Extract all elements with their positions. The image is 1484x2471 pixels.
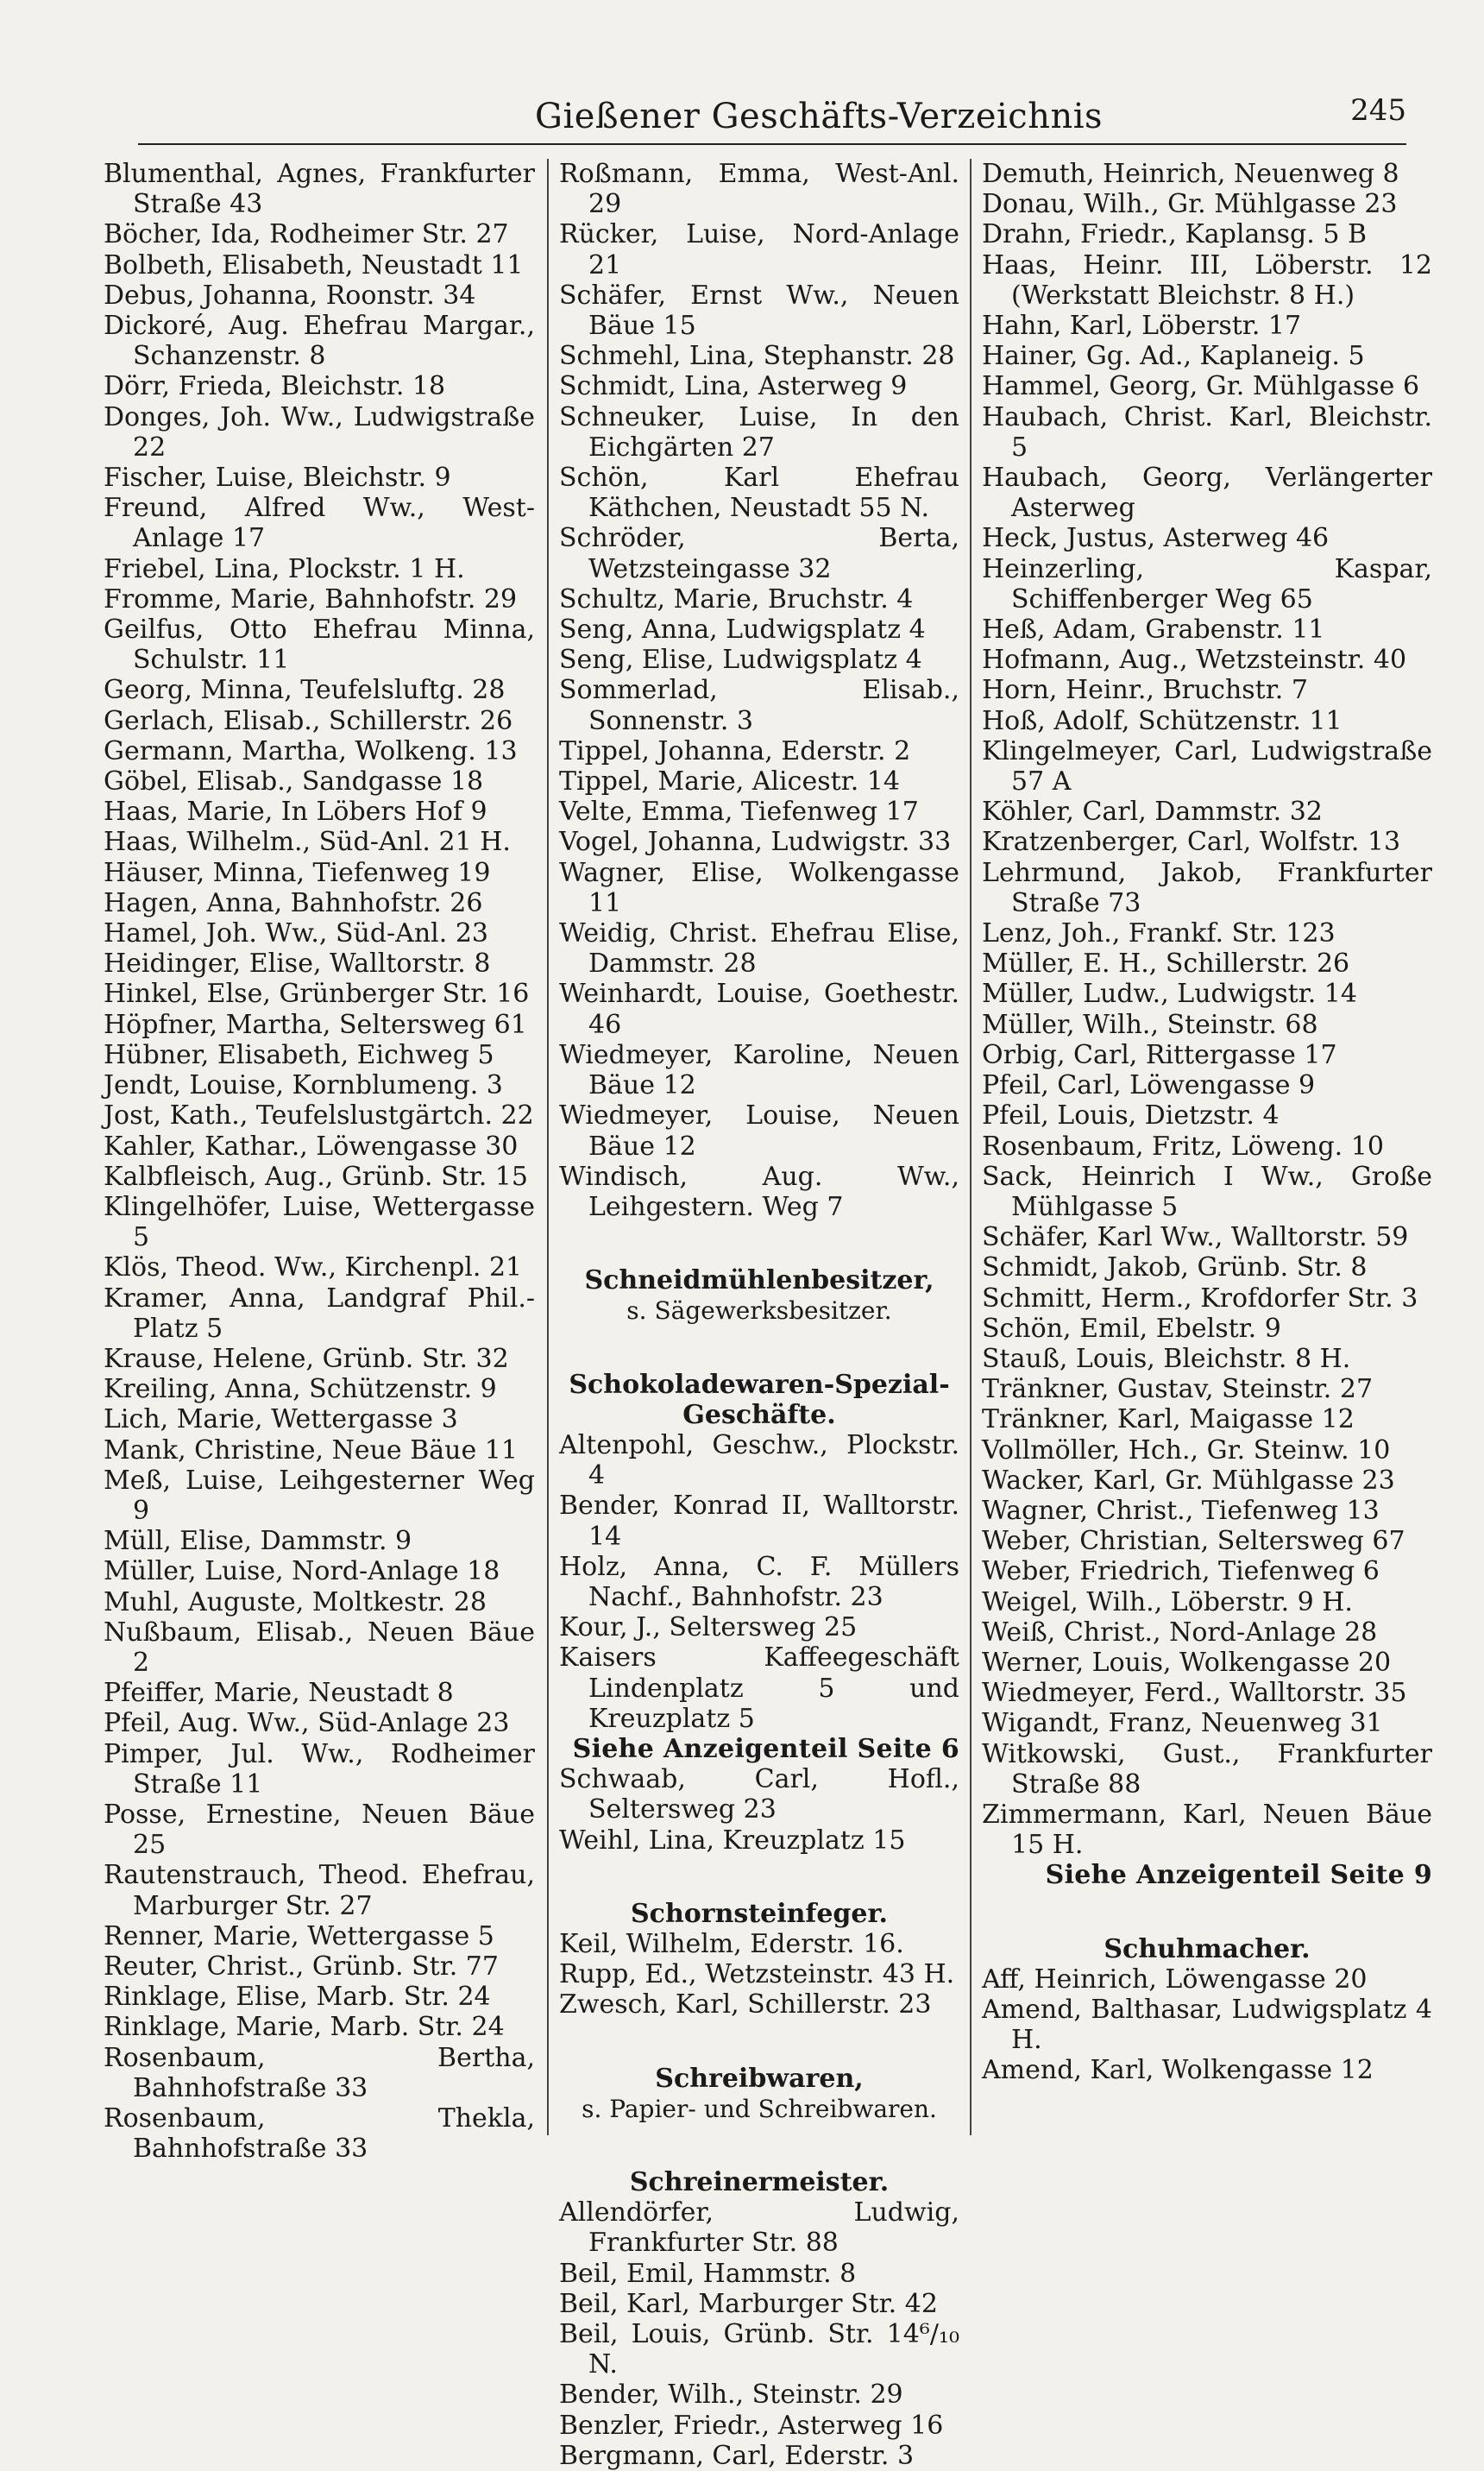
directory-entry: Keil, Wilhelm, Ederstr. 16.	[559, 1928, 904, 1959]
directory-entry: Wiedmeyer, Karoline, Neuen Bäue 12	[559, 1039, 959, 1101]
directory-entry: Beil, Louis, Grünb. Str. 14⁶/₁₀ N.	[559, 2319, 959, 2380]
directory-entry: Kramer, Anna, Landgraf Phil.-Platz 5	[104, 1283, 535, 1344]
directory-entry: Müller, Ludw., Ludwigstr. 14	[982, 979, 1357, 1010]
directory-entry: Schwaab, Carl, Hofl., Seltersweg 23	[559, 1764, 959, 1825]
directory-entry: Klingelmeyer, Carl, Ludwigstraße 57 A	[982, 735, 1432, 797]
directory-entry: Debus, Johanna, Roonstr. 34	[104, 280, 476, 311]
directory-entry: Fromme, Marie, Bahnhofstr. 29	[104, 583, 518, 615]
directory-entry: Vogel, Johanna, Ludwigstr. 33	[559, 827, 952, 858]
directory-entry: Geilfus, Otto Ehefrau Minna, Schulstr. 11	[104, 615, 535, 676]
directory-entry: Weinhardt, Louise, Goethestr. 46	[559, 979, 959, 1040]
section-heading: Schornsteinfeger.	[631, 1898, 888, 1929]
directory-entry: Hainer, Gg. Ad., Kaplaneig. 5	[982, 341, 1365, 372]
directory-entry: Bender, Konrad II, Walltorstr. 14	[559, 1491, 959, 1552]
directory-entry: Drahn, Friedr., Kaplansg. 5 B	[982, 219, 1368, 250]
directory-entry: Schmitt, Herm., Krofdorfer Str. 3	[982, 1283, 1418, 1314]
directory-entry: Heinzerling, Kaspar, Schiffenberger Weg 65	[982, 553, 1432, 615]
directory-column-2	[559, 159, 959, 2471]
directory-entry: Rautenstrauch, Theod. Ehefrau, Marburger Str. 27	[104, 1860, 535, 1921]
directory-entry: Hoß, Adolf, Schützenstr. 11	[982, 705, 1343, 736]
directory-entry: Pfeil, Aug. Ww., Süd-Anlage 23	[104, 1708, 510, 1739]
directory-entry: Heß, Adam, Grabenstr. 11	[982, 615, 1325, 646]
section-spacer	[559, 2034, 959, 2050]
directory-entry: Pimper, Jul. Ww., Rodheimer Straße 11	[104, 1738, 535, 1800]
cross-reference: s. Papier- und Schreibwaren.	[582, 2094, 937, 2123]
directory-entry: Tränkner, Karl, Maigasse 12	[982, 1404, 1355, 1435]
directory-entry: Rinklage, Marie, Marb. Str. 24	[104, 2012, 505, 2043]
section-spacer	[559, 1869, 959, 1885]
directory-entry: Sommerlad, Elisab., Sonnenstr. 3	[559, 675, 959, 736]
directory-entry: Haas, Marie, In Löbers Hof 9	[104, 797, 487, 828]
page-header	[138, 93, 1406, 145]
directory-entry: Blumenthal, Agnes, Frankfurter Straße 43	[104, 159, 535, 220]
directory-entry: Kratzenberger, Carl, Wolfstr. 13	[982, 827, 1401, 858]
directory-entry: Muhl, Auguste, Moltkestr. 28	[104, 1586, 487, 1617]
directory-entry: Windisch, Aug. Ww., Leihgestern. Weg 7	[559, 1161, 959, 1222]
directory-entry: Müller, Wilh., Steinstr. 68	[982, 1009, 1318, 1040]
directory-entry: Häuser, Minna, Tiefenweg 19	[104, 857, 491, 888]
directory-entry: Klös, Theod. Ww., Kirchenpl. 21	[104, 1252, 523, 1283]
directory-entry: Wagner, Elise, Wolkengasse 11	[559, 857, 959, 918]
directory-entry: Heck, Justus, Asterweg 46	[982, 523, 1330, 554]
section-spacer	[559, 2138, 959, 2153]
directory-entry: Meß, Luise, Leihgesterner Weg 9	[104, 1465, 535, 1526]
directory-entry: Schröder, Berta, Wetzsteingasse 32	[559, 523, 959, 584]
directory-entry: Witkowski, Gust., Frankfurter Straße 88	[982, 1738, 1432, 1800]
directory-entry: Friebel, Lina, Plockstr. 1 H.	[104, 553, 465, 584]
directory-entry: Böcher, Ida, Rodheimer Str. 27	[104, 219, 509, 250]
directory-entry: Renner, Marie, Wettergasse 5	[104, 1920, 494, 1951]
directory-entry: Schmidt, Jakob, Grünb. Str. 8	[982, 1252, 1368, 1283]
directory-entry: Dörr, Frieda, Bleichstr. 18	[104, 371, 446, 402]
directory-entry: Kaisers Kaffeegeschäft Lindenplatz 5 und Kreuzplatz 5	[559, 1642, 959, 1734]
directory-entry: Haas, Wilhelm., Süd-Anl. 21 H.	[104, 827, 511, 858]
directory-entry: Bender, Wilh., Steinstr. 29	[559, 2380, 903, 2411]
directory-entry: Sack, Heinrich I Ww., Große Mühlgasse 5	[982, 1161, 1432, 1222]
directory-entry: Vollmöller, Hch., Gr. Steinw. 10	[982, 1434, 1391, 1466]
advertisement-reference: Siehe Anzeigenteil Seite 6	[572, 1733, 959, 1764]
directory-entry: Weihl, Lina, Kreuzplatz 15	[559, 1825, 906, 1856]
directory-entry: Jendt, Louise, Kornblumeng. 3	[104, 1070, 503, 1101]
section-spacer	[982, 1905, 1432, 1920]
directory-entry: Rosenbaum, Bertha, Bahnhofstraße 33	[104, 2042, 535, 2103]
directory-entry: Pfeiffer, Marie, Neustadt 8	[104, 1678, 454, 1709]
directory-entry: Pfeil, Carl, Löwengasse 9	[982, 1070, 1316, 1101]
directory-entry: Haubach, Georg, Verlängerter Asterweg	[982, 463, 1432, 524]
directory-entry: Schäfer, Ernst Ww., Neuen Bäue 15	[559, 280, 959, 342]
directory-entry: Zwesch, Karl, Schillerstr. 23	[559, 1989, 932, 2020]
directory-entry: Tippel, Marie, Alicestr. 14	[559, 766, 900, 797]
directory-entry: Hammel, Georg, Gr. Mühlgasse 6	[982, 371, 1420, 402]
directory-entry: Horn, Heinr., Bruchstr. 7	[982, 675, 1308, 706]
directory-entry: Rosenbaum, Thekla, Bahnhofstraße 33	[104, 2103, 535, 2165]
header-rule	[138, 143, 1406, 145]
directory-entry: Schmidt, Lina, Asterweg 9	[559, 371, 908, 402]
directory-entry: Schäfer, Karl Ww., Walltorstr. 59	[982, 1222, 1409, 1253]
cross-reference: s. Sägewerksbesitzer.	[626, 1296, 892, 1326]
directory-entry: Fischer, Luise, Bleichstr. 9	[104, 463, 451, 494]
directory-entry: Roßmann, Emma, West-Anl. 29	[559, 159, 959, 220]
directory-entry: Hofmann, Aug., Wetzsteinstr. 40	[982, 645, 1407, 676]
directory-entry: Lehrmund, Jakob, Frankfurter Straße 73	[982, 857, 1432, 918]
section-heading: Schneidmühlenbesitzer,	[584, 1265, 934, 1296]
directory-entry: Wigandt, Franz, Neuenweg 31	[982, 1708, 1383, 1739]
directory-entry: Bolbeth, Elisabeth, Neustadt 11	[104, 249, 524, 281]
directory-entry: Rupp, Ed., Wetzsteinstr. 43 H.	[559, 1959, 955, 1990]
directory-entry: Rücker, Luise, Nord-Anlage 21	[559, 219, 959, 281]
directory-entry: Weidig, Christ. Ehefrau Elise, Dammstr. 28	[559, 918, 959, 980]
directory-entry: Höpfner, Martha, Seltersweg 61	[104, 1009, 527, 1040]
section-heading: Schreinermeister.	[629, 2166, 890, 2197]
directory-entry: Kahler, Kathar., Löwengasse 30	[104, 1131, 519, 1162]
directory-entry: Rinklage, Elise, Marb. Str. 24	[104, 1982, 491, 2013]
column-divider	[547, 159, 549, 2135]
directory-column-1	[104, 159, 535, 2165]
section-heading: Schokoladewaren-Spezial-Geschäfte.	[569, 1369, 950, 1430]
directory-entry: Rosenbaum, Fritz, Löweng. 10	[982, 1131, 1384, 1162]
directory-entry: Amend, Balthasar, Ludwigsplatz 4 H.	[982, 1994, 1432, 2056]
directory-entry: Reuter, Christ., Grünb. Str. 77	[104, 1951, 499, 1982]
directory-entry: Lich, Marie, Wettergasse 3	[104, 1404, 458, 1435]
directory-entry: Zimmermann, Karl, Neuen Bäue 15 H.	[982, 1799, 1432, 1861]
section-heading: Schuhmacher.	[1104, 1933, 1311, 1964]
directory-entry: Göbel, Elisab., Sandgasse 18	[104, 766, 484, 797]
directory-entry: Dickoré, Aug. Ehefrau Margar., Schanzenstr. 8	[104, 311, 535, 372]
directory-entry: Lenz, Joh., Frankf. Str. 123	[982, 918, 1336, 949]
advertisement-reference: Siehe Anzeigenteil Seite 9	[1045, 1860, 1432, 1891]
directory-entry: Donges, Joh. Ww., Ludwigstraße 22	[104, 401, 535, 463]
directory-entry: Wiedmeyer, Ferd., Walltorstr. 35	[982, 1678, 1407, 1709]
directory-entry: Stauß, Louis, Bleichstr. 8 H.	[982, 1343, 1351, 1374]
directory-entry: Wagner, Christ., Tiefenweg 13	[982, 1495, 1380, 1526]
directory-entry: Wacker, Karl, Gr. Mühlgasse 23	[982, 1465, 1395, 1496]
directory-entry: Posse, Ernestine, Neuen Bäue 25	[104, 1799, 535, 1861]
section-spacer	[559, 1236, 959, 1251]
directory-entry: Hagen, Anna, Bahnhofstr. 26	[104, 887, 483, 918]
directory-entry: Allendörfer, Ludwig, Frankfurter Str. 88	[559, 2197, 959, 2259]
directory-entry: Beil, Emil, Hammstr. 8	[559, 2258, 857, 2289]
directory-entry: Köhler, Carl, Dammstr. 32	[982, 797, 1323, 828]
directory-entry: Benzler, Friedr., Asterweg 16	[559, 2410, 944, 2441]
directory-entry: Heidinger, Elise, Walltorstr. 8	[104, 949, 491, 980]
directory-entry: Germann, Martha, Wolkeng. 13	[104, 735, 518, 766]
directory-entry: Müller, E. H., Schillerstr. 26	[982, 949, 1350, 980]
directory-entry: Hahn, Karl, Löberstr. 17	[982, 311, 1302, 342]
directory-entry: Werner, Louis, Wolkengasse 20	[982, 1647, 1392, 1678]
directory-entry: Krause, Helene, Grünb. Str. 32	[104, 1343, 509, 1374]
directory-entry: Amend, Karl, Wolkengasse 12	[982, 2055, 1374, 2086]
directory-entry: Weber, Christian, Seltersweg 67	[982, 1526, 1405, 1557]
running-title: Gießener Geschäfts-Verzeichnis	[535, 97, 1104, 136]
directory-entry: Georg, Minna, Teufelsluftg. 28	[104, 675, 506, 706]
directory-entry: Wiedmeyer, Louise, Neuen Bäue 12	[559, 1100, 959, 1162]
directory-entry: Gerlach, Elisab., Schillerstr. 26	[104, 705, 513, 736]
directory-entry: Beil, Karl, Marburger Str. 42	[559, 2288, 938, 2319]
directory-entry: Tippel, Johanna, Ederstr. 2	[559, 735, 911, 766]
directory-entry: Holz, Anna, C. F. Müllers Nachf., Bahnhofstr. 23	[559, 1551, 959, 1612]
directory-entry: Orbig, Carl, Rittergasse 17	[982, 1039, 1337, 1070]
directory-entry: Weber, Friedrich, Tiefenweg 6	[982, 1556, 1380, 1587]
directory-entry: Mank, Christine, Neue Bäue 11	[104, 1434, 518, 1466]
directory-entry: Seng, Anna, Ludwigsplatz 4	[559, 615, 926, 646]
directory-entry: Bergmann, Carl, Ederstr. 3	[559, 2440, 915, 2471]
directory-entry: Nußbaum, Elisab., Neuen Bäue 2	[104, 1617, 535, 1678]
directory-entry: Hamel, Joh. Ww., Süd-Anl. 23	[104, 918, 489, 949]
directory-entry: Schön, Emil, Ebelstr. 9	[982, 1313, 1281, 1344]
directory-entry: Hübner, Elisabeth, Eichweg 5	[104, 1039, 494, 1070]
section-spacer	[559, 1340, 959, 1356]
directory-entry: Müll, Elise, Dammstr. 9	[104, 1526, 412, 1557]
directory-entry: Pfeil, Louis, Dietzstr. 4	[982, 1100, 1280, 1131]
section-heading: Schreibwaren,	[655, 2063, 864, 2094]
directory-entry: Klingelhöfer, Luise, Wettergasse 5	[104, 1191, 535, 1253]
directory-entry: Schmehl, Lina, Stephanstr. 28	[559, 341, 955, 372]
directory-entry: Haas, Heinr. III, Löberstr. 12 (Werkstatt Bleichstr. 8 H.)	[982, 249, 1432, 311]
column-divider	[970, 159, 972, 2135]
directory-entry: Weigel, Wilh., Löberstr. 9 H.	[982, 1586, 1353, 1617]
directory-entry: Aff, Heinrich, Löwengasse 20	[982, 1964, 1368, 1995]
directory-entry: Schön, Karl Ehefrau Käthchen, Neustadt 55 N.	[559, 463, 959, 524]
directory-entry: Hinkel, Else, Grünberger Str. 16	[104, 979, 530, 1010]
directory-entry: Jost, Kath., Teufelslustgärtch. 22	[104, 1100, 534, 1131]
directory-entry: Freund, Alfred Ww., West-Anlage 17	[104, 493, 535, 554]
directory-entry: Haubach, Christ. Karl, Bleichstr. 5	[982, 401, 1432, 463]
directory-entry: Kalbfleisch, Aug., Grünb. Str. 15	[104, 1161, 528, 1192]
directory-entry: Velte, Emma, Tiefenweg 17	[559, 797, 919, 828]
directory-entry: Altenpohl, Geschw., Plockstr. 4	[559, 1429, 959, 1491]
directory-entry: Tränkner, Gustav, Steinstr. 27	[982, 1374, 1374, 1405]
directory-entry: Schultz, Marie, Bruchstr. 4	[559, 583, 914, 615]
directory-entry: Weiß, Christ., Nord-Anlage 28	[982, 1617, 1378, 1648]
directory-entry: Kreiling, Anna, Schützenstr. 9	[104, 1374, 497, 1405]
directory-entry: Müller, Luise, Nord-Anlage 18	[104, 1556, 500, 1587]
directory-entry: Schneuker, Luise, In den Eichgärten 27	[559, 401, 959, 463]
directory-entry: Seng, Elise, Ludwigsplatz 4	[559, 645, 922, 676]
directory-column-3	[982, 159, 1432, 2144]
directory-entry: Donau, Wilh., Gr. Mühlgasse 23	[982, 189, 1398, 220]
directory-entry: Demuth, Heinrich, Neuenweg 8	[982, 159, 1399, 189]
directory-entry: Kour, J., Seltersweg 25	[559, 1612, 858, 1643]
page-number: 245	[1350, 93, 1406, 128]
